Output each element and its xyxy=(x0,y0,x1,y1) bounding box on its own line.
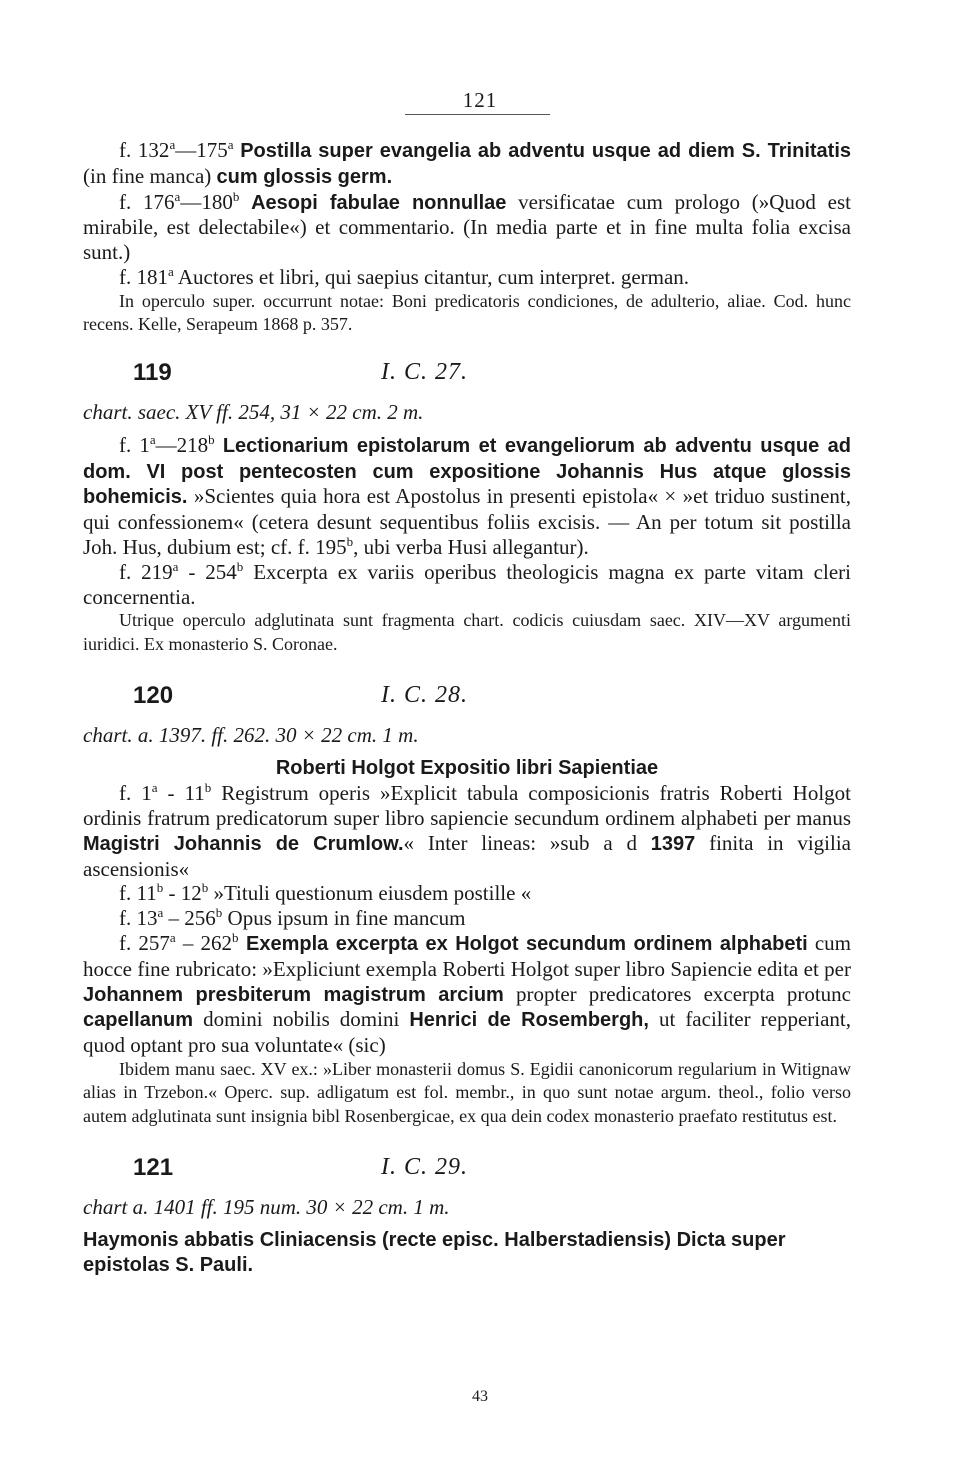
footer-number: 43 xyxy=(472,1388,488,1405)
entry-120-paragraph-4: f. 257$^a$ – 262$^b$ Exempla excerpta ex Holgot secundum ordinem alphabeti cum hocce fine rubricato: »Expliciunt exempla Roberti Holgot super libro Sapiencie edita et per Johannem presbiterum magistrum arcium propter predicatores excerpta protunc capellanum domini nobilis domini Henrici de Rosembergh, ut faciliter repperiant, quod optant pro sua voluntate« (sic) xyxy=(83,929,852,1058)
entry-120-paragraph-5: Ibidem manu saec. XV ex.: »Liber monasterii domus S. Egidii canonicorum regularium in Witignaw alias in Trzebon.« Operc. sup. adligatum est fol. membr., in quo sunt notae argum. theol., folio verso autem adglutinata sunt insignia bibl Rosenbergicae, ex qua dein codex monasterio praefato restitutus est. xyxy=(83,1058,851,1126)
entry-120-description: chart. a. 1397. ff. 262. 30 × 22 cm. 1 m. xyxy=(83,723,419,748)
entry-119-paragraph-2: f. 219$^a$ - 254$^b$ Excerpta ex variis operibus theologicis magna ex parte vitam cleri concernentia. xyxy=(83,558,851,609)
entry-120-paragraph-1: f. 1$^a$ - 11$^b$ Registrum operis »Explicit tabula composicionis fratris Roberti Holgot ordinis fratrum predicatorum super libro sapiencie secundum ordinem alphabeti per manus Magistri Johannis de Crumlow.« Inter lineas: »sub a d 1397 finita in vigilia ascensionis« xyxy=(83,780,851,881)
entry-120-paragraph-2: f. 11$^b$ - 12$^b$ »Tituli questionum eiusdem postille « xyxy=(119,880,532,906)
entry-121-description: chart a. 1401 ff. 195 num. 30 × 22 cm. 1 m. xyxy=(83,1195,450,1220)
entry-120-title: Roberti Holgot Expositio libri Sapientiae xyxy=(275,757,659,780)
entry-119-description: chart. saec. XV ff. 254, 31 × 22 cm. 2 m. xyxy=(83,399,424,424)
entry-119-header xyxy=(83,355,851,395)
page-rule xyxy=(405,114,550,115)
entry-120-number: 120 xyxy=(133,682,174,710)
entry-121-number: 121 xyxy=(133,1154,174,1182)
entry-119-number: 119 xyxy=(133,358,172,386)
page-number: 121 xyxy=(462,88,498,112)
entry-120-shelfmark: I. C. 28. xyxy=(381,682,468,709)
entry-121-shelfmark: I. C. 29. xyxy=(381,1154,468,1181)
entry-119-shelfmark: I. C. 27. xyxy=(381,358,468,385)
entry-120-paragraph-3: f. 13$^a$ – 256$^b$ Opus ipsum in fine mancum xyxy=(119,905,466,931)
entry-119-paragraph-1: f. 1$^a$—218$^b$ Lectionarium epistolarum et evangeliorum ab adventu usque ad dom. VI post pentecosten cum expositione Johannis Hus atque glossis bohemicis. »Scientes quia hora est Apostolus in presenti epistola« × »et triduo sustinent, qui confessionem« (cetera desunt sequentibus foliis excisis. — An per totum sit postilla Joh. Hus, dubium est; cf. f. 195$^b$, ubi verba Husi allegantur). xyxy=(83,431,851,559)
page-content xyxy=(83,138,851,1278)
intro-paragraph-1: f. 132$^a$—175$^a$ Postilla super evangelia ab adventu usque ad diem S. Trinitatis (in fine manca) cum glossis germ. xyxy=(83,137,852,188)
entry-119-paragraph-3: Utrique operculo adglutinata sunt fragmenta chart. codicis cuiusdam saec. XIV—XV argumenti iuridici. Ex monasterio S. Coronae. xyxy=(83,610,851,654)
entry-120-header xyxy=(83,678,851,718)
intro-paragraph-2: f. 176$^a$—180$^b$ Aesopi fabulae nonnullae versificatae cum prologo (»Quod est mirabile, est delectabile«) et commentario. (In media parte et in fine multa folia excisa sunt.) xyxy=(83,188,852,265)
intro-paragraph-3: f. 181$^a$ Auctores et libri, qui saepius citantur, cum interpret. german. xyxy=(119,263,690,289)
entry-121-header xyxy=(83,1150,851,1190)
entry-121-title: Haymonis abbatis Cliniacensis (recte episc. Halberstadiensis) Dicta super epistolas S. Pauli. xyxy=(83,1229,786,1277)
intro-paragraph-4: In operculo super. occurrunt notae: Boni predicatoris condiciones, de adulterio, aliae. Cod. hunc recens. Kelle, Serapeum 1868 p. 357. xyxy=(83,290,851,335)
